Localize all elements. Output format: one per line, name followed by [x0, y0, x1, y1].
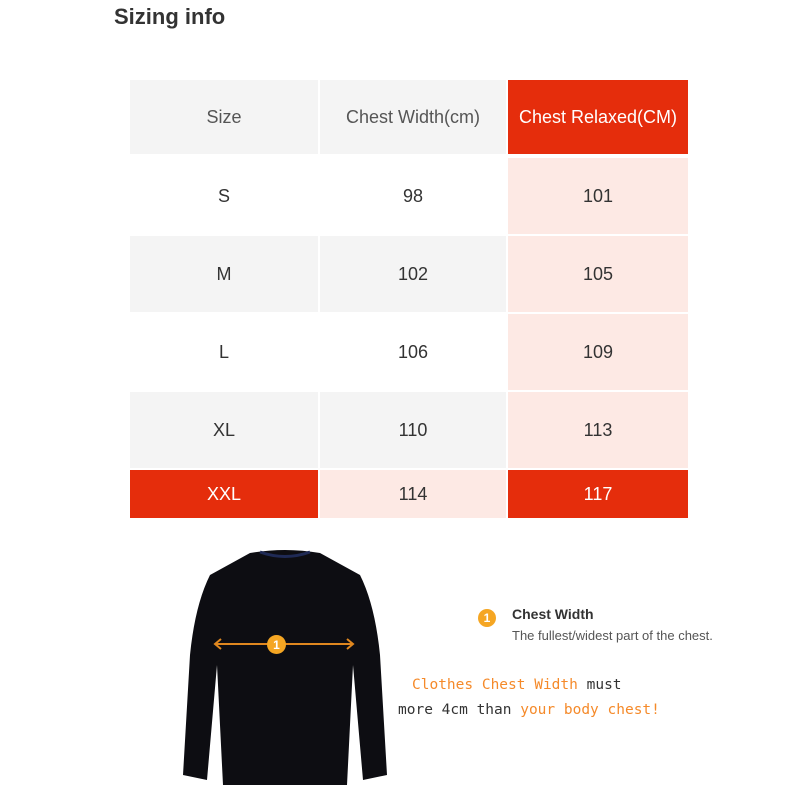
- shirt-illustration: [175, 545, 395, 790]
- cell-chest-relaxed: 109: [506, 314, 688, 390]
- cell-chest-width: 106: [318, 314, 506, 390]
- callout-title: Chest Width: [512, 606, 594, 622]
- cell-size: XL: [130, 392, 318, 468]
- cell-chest-relaxed: 105: [506, 236, 688, 312]
- cell-chest-width: 102: [318, 236, 506, 312]
- cell-size: S: [130, 158, 318, 234]
- cell-chest-relaxed: 113: [506, 392, 688, 468]
- callout-description: The fullest/widest part of the chest.: [512, 628, 713, 643]
- fit-note: [398, 673, 660, 723]
- cell-size: L: [130, 314, 318, 390]
- numbered-circle-icon: 1: [478, 609, 496, 627]
- table-row: [130, 390, 690, 468]
- long-sleeve-shirt-icon: [175, 545, 395, 790]
- table-row: [130, 312, 690, 390]
- header-size: Size: [130, 80, 318, 154]
- table-row: [130, 468, 690, 518]
- table-row: [130, 234, 690, 312]
- cell-chest-relaxed: 117: [506, 470, 688, 518]
- header-chest-width: Chest Width(cm): [318, 80, 506, 154]
- table-header-row: [130, 80, 690, 156]
- cell-size: M: [130, 236, 318, 312]
- table-row: [130, 156, 690, 234]
- note-part3: more 4cm than: [398, 702, 521, 718]
- cell-size: XXL: [130, 470, 318, 518]
- page-title: Sizing info: [114, 4, 226, 29]
- note-part4: your body chest!: [520, 702, 660, 718]
- cell-chest-relaxed: 101: [506, 158, 688, 234]
- cell-chest-width: 98: [318, 158, 506, 234]
- sizing-table: [130, 80, 690, 518]
- numbered-circle-icon: 1: [267, 635, 286, 654]
- cell-chest-width: 114: [318, 470, 506, 518]
- header-chest-relaxed: Chest Relaxed(CM): [506, 80, 688, 154]
- cell-chest-width: 110: [318, 392, 506, 468]
- note-part2: must: [577, 677, 622, 693]
- note-part1: Clothes Chest Width: [412, 677, 578, 693]
